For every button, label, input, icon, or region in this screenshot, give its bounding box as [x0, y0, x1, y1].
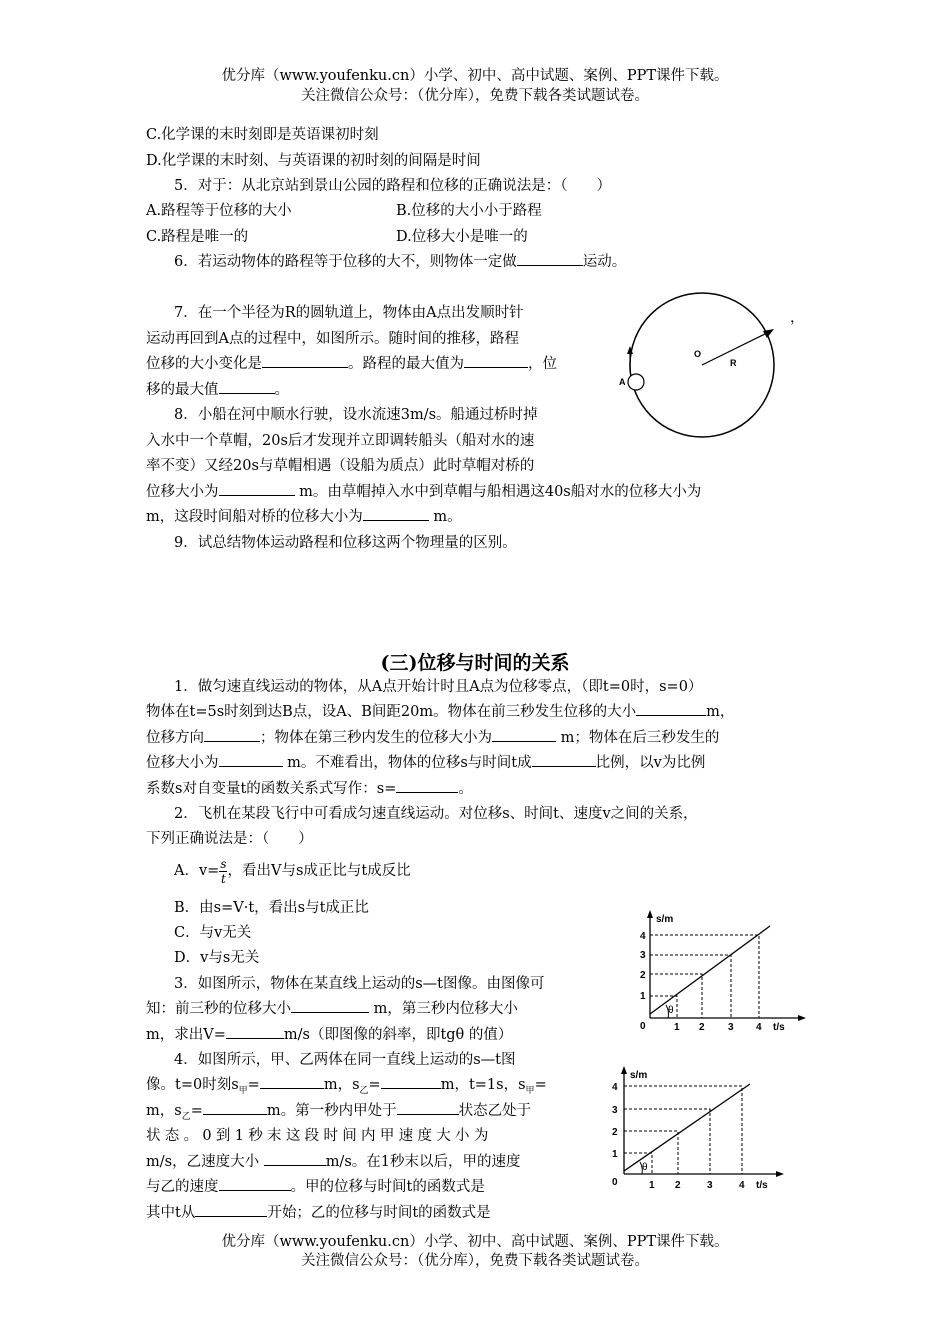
q5-option-b: B.位移的大小小于路程	[396, 203, 542, 219]
guide-t3	[650, 955, 731, 1018]
y-tick-4: 4	[640, 931, 646, 942]
p2-q1-line-4: 位移大小为 m。不难看出，物体的位移s与时间t成 比例，以v为比例	[146, 752, 705, 774]
q7-line-1: 7．在一个半径为R的圆轨道上，物体由A点出发顺时针	[174, 305, 524, 321]
p2-q2-option-a: A．v= $\frac{s}{t}$ ，看出V与s成正比与t成反比	[174, 856, 411, 886]
p2-q4-line-1: 4．如图所示，甲、乙两体在同一直线上运动的s—t图	[174, 1052, 516, 1068]
object-a-marker	[628, 374, 644, 390]
x-tick-2: 2	[675, 1180, 681, 1191]
q4-option-d: D.化学课的末时刻、与英语课的初时刻的间隔是时间	[146, 153, 481, 169]
center-label-o: O	[694, 349, 702, 359]
q5-option-d: D.位移大小是唯一的	[396, 229, 528, 245]
p2-q2-option-b: B．由s=V·t，看出s与t成正比	[174, 900, 369, 916]
p2-q4-line-3: m，$s_乙= m$。第一秒内甲处于 状态乙处于	[146, 1100, 531, 1128]
p2-q4-line-4: 状态。0到1秒末这段时间内甲速度大小为	[146, 1128, 493, 1144]
answer-blank	[381, 1074, 441, 1089]
answer-blank	[203, 1100, 267, 1115]
p2-q1-line-5: 系数s对自变量t的函数关系式写作：s= 。	[146, 778, 473, 800]
answer-blank	[219, 481, 295, 496]
q7-line-3: 位移的大小变化是 。路程的最大值为 ，位	[146, 353, 557, 375]
p2-q3-line-3: m，求出V= m/s（即图像的斜率，即tgθ 的值）	[146, 1024, 512, 1046]
q8-line-3: 率不变）又经20s与草帽相遇（设船为质点）此时草帽对桥的	[146, 458, 535, 474]
origin-label: 0	[640, 1021, 646, 1032]
answer-blank	[396, 778, 458, 793]
p2-q2-line-2: 下列正确说法是：（ ）	[146, 831, 313, 847]
answer-blank	[219, 1176, 291, 1191]
y-tick-3: 3	[640, 950, 646, 961]
y-tick-1: 1	[612, 1149, 618, 1160]
p2-q4-line-5: m/s，乙速度大小 m/s。在1秒末以后，甲的速度	[146, 1151, 521, 1173]
q8-line-4: 位移大小为 m。由草帽掉入水中到草帽与船相遇这40s船对水的位移大小为	[146, 481, 701, 503]
circle-track-figure	[614, 290, 786, 440]
x-axis-label: t/s	[756, 1180, 768, 1191]
p2-q1-line-1: 1．做匀速直线运动的物体，从A点开始计时且A点为位移零点，（即t=0时，s=0）	[174, 679, 703, 695]
q8-line-2: 入水中一个草帽，20s后才发现并立即调转船头（船对水的速	[146, 433, 535, 449]
x-tick-1: 1	[674, 1022, 680, 1033]
answer-blank	[260, 1074, 324, 1089]
point-label-a: A	[619, 377, 626, 387]
theta-label: θ	[642, 1162, 648, 1173]
answer-blank	[517, 251, 583, 266]
answer-blank	[219, 379, 275, 394]
fraction-s-over-t: $\frac{s}{t}$	[220, 856, 227, 886]
footer-line-2: 关注微信公众号：（优分库），免费下载各类试题试卷。	[301, 1253, 649, 1269]
header-line-1: 优分库（www.youfenku.cn）小学、初中、高中试题、案例、PPT课件下载。	[221, 68, 729, 84]
theta-label: θ	[668, 1005, 674, 1016]
answer-blank	[532, 752, 596, 767]
answer-blank	[219, 752, 283, 767]
header-line-2: 关注微信公众号：（优分库），免费下载各类试题试卷。	[301, 88, 649, 104]
answer-blank	[264, 1151, 326, 1166]
x-axis-arrowhead	[776, 1171, 784, 1177]
y-tick-2: 2	[640, 970, 646, 981]
answer-blank	[195, 1202, 267, 1217]
y-tick-4: 4	[612, 1082, 618, 1093]
answer-blank	[262, 353, 348, 368]
q8-line-5: m，这段时间船对桥的位移大小为 m。	[146, 506, 462, 528]
footer-line-1: 优分库（www.youfenku.cn）小学、初中、高中试题、案例、PPT课件下载。	[221, 1234, 729, 1250]
section-title: (三)位移与时间的关系	[380, 652, 570, 674]
x-tick-4: 4	[756, 1022, 762, 1033]
q7-line-4: 移的最大值 。	[146, 379, 289, 401]
origin-label: 0	[612, 1177, 618, 1188]
p2-q1-line-3: 位移方向 ；物体在第三秒内发生的位移大小为 m；物体在后三秒发生的	[146, 727, 719, 749]
q6-line: 6．若运动物体的路程等于位移的大不，则物体一定做 运动。	[174, 251, 626, 273]
x-tick-2: 2	[699, 1022, 705, 1033]
y-tick-1: 1	[640, 991, 646, 1002]
radius-label-r: R	[730, 358, 737, 368]
x-tick-1: 1	[649, 1180, 655, 1191]
answer-blank	[636, 701, 706, 716]
p2-q2-option-d: D．v与s无关	[174, 950, 260, 966]
p2-q3-line-2: 知：前三秒的位移大小 m，第三秒内位移大小	[146, 998, 518, 1020]
q5-stem: 5．对于：从北京站到景山公园的路程和位移的正确说法是：（ ）	[174, 178, 611, 194]
q9-stem: 9．试总结物体运动路程和位移这两个物理量的区别。	[174, 535, 517, 551]
series-line	[650, 926, 770, 1014]
q7-stray-comma: ，	[790, 310, 805, 326]
p2-q2-option-c: C．与v无关	[174, 925, 252, 941]
p2-q4-line-7: 其中t从 开始；乙的位移与时间t的函数式是	[146, 1202, 491, 1224]
x-tick-3: 3	[707, 1180, 713, 1191]
answer-blank	[397, 1100, 459, 1115]
p2-q3-line-1: 3．如图所示，物体在某直线上运动的s—t图像。由图像可	[174, 976, 545, 992]
answer-blank	[204, 727, 260, 742]
q7-line-2: 运动再回到A点的过程中，如图所示。随时间的推移，路程	[146, 331, 519, 347]
graph-2-st	[606, 1064, 790, 1196]
x-axis-arrowhead	[798, 1015, 806, 1021]
y-axis-label: s/m	[630, 1070, 648, 1081]
p2-q4-line-6: 与乙的速度 。甲的位移与时间t的函数式是	[146, 1176, 485, 1198]
series-line	[624, 1084, 750, 1171]
q4-option-c: C.化学课的末时刻即是英语课初时刻	[146, 127, 379, 143]
y-tick-2: 2	[612, 1127, 618, 1138]
p2-q1-line-2: 物体在t=5s时刻到达B点，设A、B间距20m。物体在前三秒发生位移的大小 m，	[146, 701, 734, 723]
answer-blank	[363, 506, 429, 521]
answer-blank	[464, 353, 528, 368]
answer-blank	[291, 998, 369, 1013]
y-tick-3: 3	[612, 1105, 618, 1116]
x-tick-3: 3	[728, 1022, 734, 1033]
y-axis-arrowhead	[647, 910, 653, 918]
q5-option-c: C.路程是唯一的	[146, 229, 249, 245]
p2-q2-line-1: 2．飞机在某段飞行中可看成匀速直线运动。对位移s、时间t、速度v之间的关系，	[174, 806, 698, 822]
x-axis-label: t/s	[773, 1022, 785, 1033]
q5-option-a: A.路程等于位移的大小	[146, 203, 292, 219]
graph-1-st	[630, 908, 810, 1033]
y-axis-label: s/m	[656, 914, 674, 925]
q8-line-1: 8．小船在河中顺水行驶，设水流速3m/s。船通过桥时掉	[174, 407, 538, 423]
p2-q4-line-2: 像。t=0时刻$s_甲= m$，$s_乙= m$，t=1s，$s_甲=$	[146, 1074, 547, 1102]
x-tick-4: 4	[739, 1180, 745, 1191]
answer-blank	[226, 1024, 284, 1039]
answer-blank	[492, 727, 556, 742]
y-axis-arrowhead	[621, 1066, 627, 1074]
guide-t1	[624, 1153, 652, 1174]
